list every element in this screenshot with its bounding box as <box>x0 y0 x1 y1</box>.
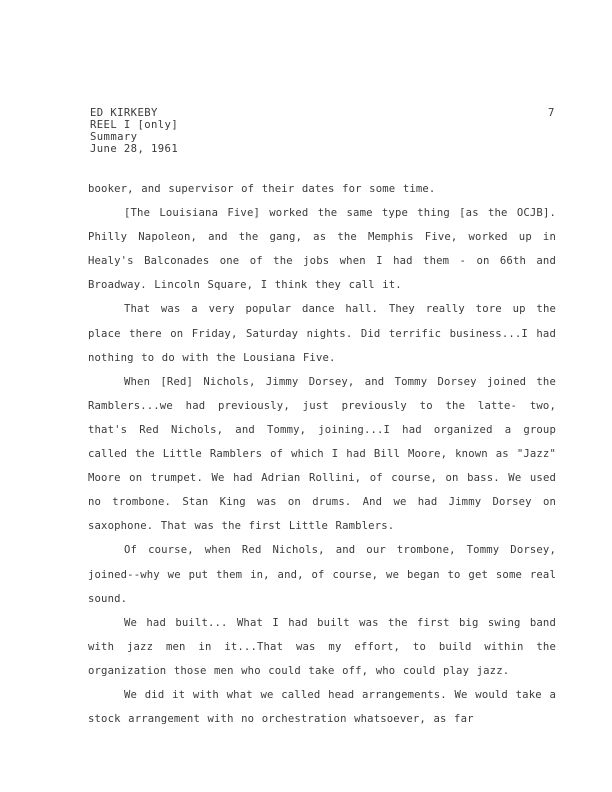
paragraph: That was a very popular dance hall. They really tore up the place there on Friday, Saturday nights. Did terrific business...I had nothing to do with the Lousiana Five. <box>88 303 556 364</box>
header-type: Summary <box>90 131 138 143</box>
page-number: 7 <box>548 107 555 119</box>
document-header <box>90 107 178 155</box>
paragraph: When [Red] Nichols, Jimmy Dorsey, and Tommy Dorsey joined the Ramblers...we had previously, just previously to the latte- two, that's Red Nichols, and Tommy, joining...I had organized a group called the Little Ramblers of which I had Bill Moore, known as "Jazz" Moore on trumpet. We had Adrian Rollini, of course, on bass. We used no trombone. Stan King was on drums. And we had Jimmy Dorsey on saxophone. That was the first Little Ramblers. <box>88 375 556 533</box>
header-interviewee: ED KIRKEBY <box>90 107 158 119</box>
paragraph: We had built... What I had built was the first big swing band with jazz men in it...That was my effort, to build within the organization those men who could take off, who could play jazz. <box>88 616 556 677</box>
header-date: June 28, 1961 <box>90 143 179 155</box>
transcript-body <box>88 177 556 731</box>
paragraph: [The Louisiana Five] worked the same type thing [as the OCJB]. Philly Napoleon, and the gang, as the Memphis Five, worked up in Healy's Balconades one of the jobs when I had them - on 66th and Broadway. Lincoln Square, I think they call it. <box>88 207 556 292</box>
paragraph: We did it with what we called head arrangements. We would take a stock arrangement with no orchestration whatsoever, as far <box>88 688 556 726</box>
paragraph: Of course, when Red Nichols, and our trombone, Tommy Dorsey, joined--why we put them in, and, of course, we began to get some real sound. <box>88 544 556 605</box>
header-reel: REEL I [only] <box>90 119 179 131</box>
paragraph: booker, and supervisor of their dates for some time. <box>88 183 436 195</box>
